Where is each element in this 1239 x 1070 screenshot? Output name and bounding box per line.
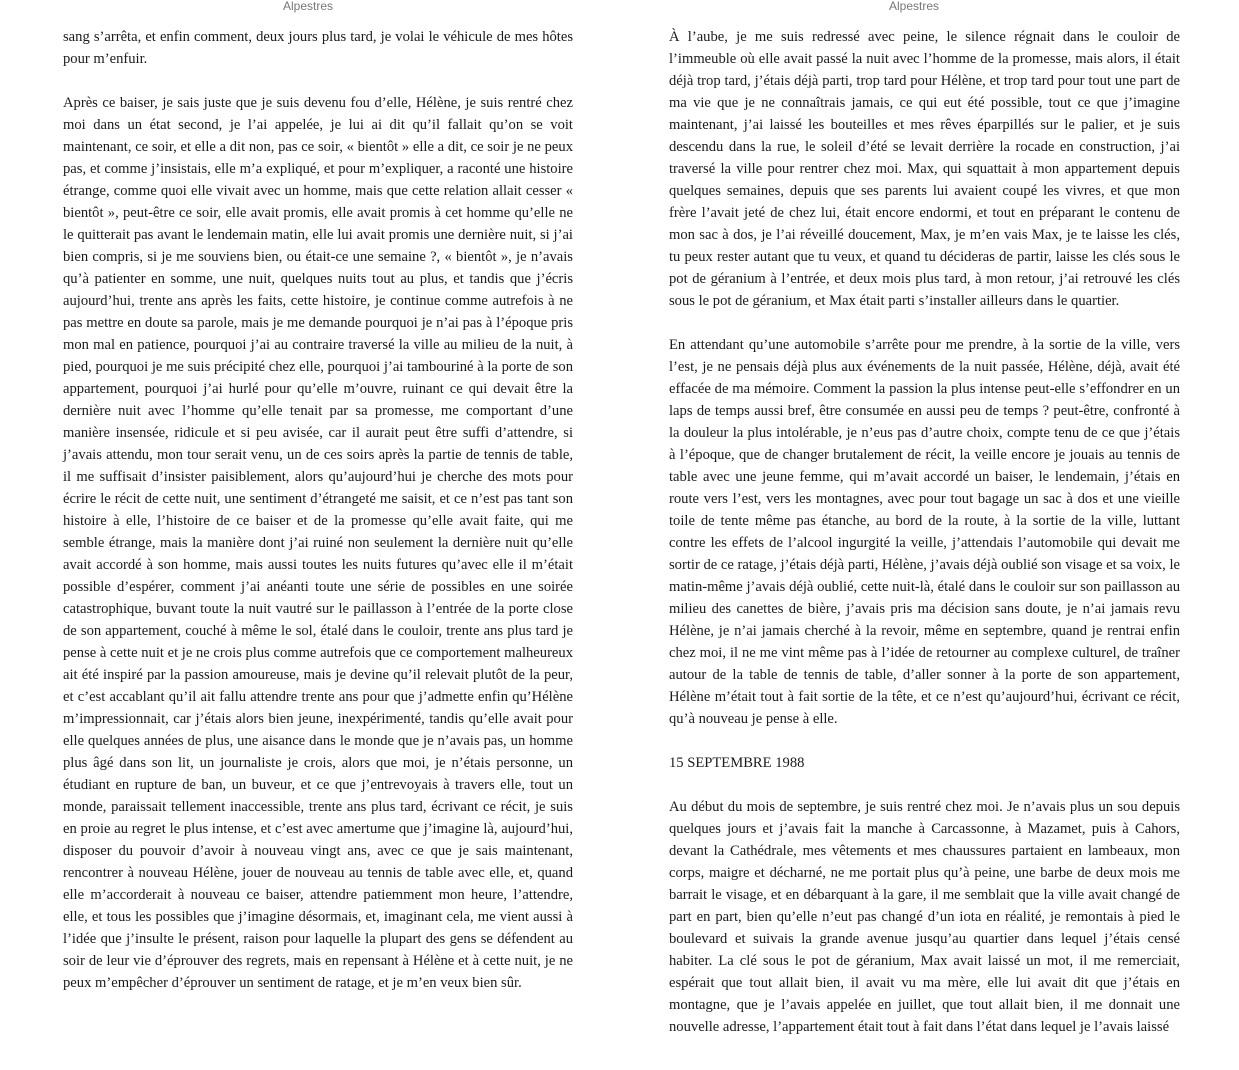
running-head: Alpestres [282, 0, 334, 13]
paragraph: À l’aube, je me suis redressé avec peine, le silence régnait dans le couloir de l’immeuble où elle avait passé la nuit avec l’homme de la promesse, mais alors, il était déjà trop tard, j’étais déjà parti, trop tard pour Hélène, et trop tard pour tout une part de ma vie que je ne connaîtrais jamais, ce qui eut été possible, tout ce que j’imagine maintenant, j’ai laissé les bouteilles et mes rêves éparpillés sur le palier, et je suis descendu dans la rue, le soleil d’été se levait derrière la rocade en construction, j’ai traversé la ville pour rentrer chez moi. Max, qui squattait à mon appartement depuis quelques semaines, depuis que ses parents lui avaient coupé les vivres, et que mon frère l’avait jeté de chez lui, était encore endormi, et tout en préparant le contenu de mon sac à dos, je l’ai réveillé doucement, Max, je m’en vais Max, je te laisse les clés, tu peux rester autant que tu veux, et quand tu décideras de partir, laisse les clés sous le pot de géranium à l’entrée, et deux mois plus tard, à mon retour, j’ai retrouvé les clés sous le pot de géranium, et Max était parti s’installer ailleurs dans le quartier. [669, 29, 1180, 309]
date-heading: 15 SEPTEMBRE 1988 [669, 755, 805, 771]
right-page [620, 0, 1239, 1070]
paragraph: sang s’arrêta, et enfin comment, deux jours plus tard, je volai le véhicule de mes hôtes pour m’enfuir. [63, 29, 573, 67]
paragraph: En attendant qu’une automobile s’arrête pour me prendre, à la sortie de la ville, vers l’est, je ne pensais déjà plus aux événements de la nuit passée, Hélène, déjà, avait été effacée de ma mémoire. Comment la passion la plus intense peut-elle s’effondrer en un laps de temps aussi bref, être consumée en aussi peu de temps ? peut-être, confronté à la douleur la plus intolérable, je n’eus pas d’autre choix, compte tenu de ce que j’étais à l’époque, que de changer brutalement de récit, la veille encore je jouais au tennis de table avec une jeune femme, qui m’avait accordé un baiser, le lendemain, j’étais en route vers l’est, vers les montagnes, avec pour tout bagage un sac à dos et une vieille toile de tente même pas étanche, au bord de la route, à la sortie de la ville, luttant contre les effets de l’alcool ingurgité la veille, j’attendais l’automobile qui devait me sortir de ce ratage, j’étais déjà parti, Hélène, j’avais déjà oublié son visage et sa voix, le matin-même j’avais déjà oublié, cette nuit-là, étalé dans le couloir sur son paillasson au milieu des canettes de bière, j’avais pris ma décision sans doute, je n’ai jamais revu Hélène, je n’ai jamais cherché à la revoir, même en septembre, quand je rentrai enfin chez moi, il ne me vint même pas à l’idée de retourner au complexe culturel, de traîner autour de la table de tennis de table, d’aller sonner à la porte de son appartement, Hélène m’était tout à fait sortie de la tête, et ce n’est qu’aujourd’hui, écrivant ce récit, qu’à nouveau je pense à elle. [669, 337, 1180, 727]
paragraph: Au début du mois de septembre, je suis rentré chez moi. Je n’avais plus un sou depuis quelques jours et j’avais fait la manche à Carcassonne, à Mazamet, puis à Cahors, devant la Cathédrale, mes vêtements et mes chaussures partaient en lambeaux, mon corps, maigre et décharné, ne me portait plus qu’à peine, une barbe de deux mois me barrait le visage, et en débarquant à la gare, il me semblait que la ville avait changé de part en part, bien qu’elle n’eut pas changé d’un iota en réalité, je remontais à pied le boulevard et suivais la grande avenue jusqu’au quartier dans lequel j’étais censé habiter. La clé sous le pot de géranium, Max avait laissé un mot, il me remerciait, espérait que tout allait bien, il avait vu ma mère, elle lui avait dit que j’étais en montagne, que je l’avais appelée en juillet, que tout allait bien, il me donnait une nouvelle adresse, l’appartement était tout à fait dans l’état dans lequel je l’avais laissé [669, 799, 1180, 1035]
paragraph: Après ce baiser, je sais juste que je suis devenu fou d’elle, Hélène, je suis rentré chez moi dans un état second, je l’ai appelée, je lui ai dit qu’il fallait qu’on se voit maintenant, ce soir, et elle a dit non, pas ce soir, « bientôt » elle a dit, ce soir je ne peux pas, et comme j’insistais, elle m’a expliqué, et pour m’expliquer, a raconté une histoire étrange, comme quoi elle vivait avec un homme, mais que cette relation allait cesser « bientôt », peut-être ce soir, elle avait promis, elle avait promis à cet homme qu’elle ne le quitterait pas avant le lendemain matin, elle lui avait promis une dernière nuit, si j’ai bien compris, si je me souviens bien, ou était-ce une semaine ?, « bientôt », je n’avais qu’à patienter en somme, une nuit, quelques nuits tout au plus, et tandis que j’écris aujourd’hui, trente ans après les faits, cette histoire, je continue comme autrefois à ne pas mettre en doute sa parole, mais je me demande pourquoi je n’ai pas à l’époque pris mon mal en patience, pourquoi j’ai au contraire traversé la ville au milieu de la nuit, à pied, pourquoi je me suis précipité chez elle, pourquoi j’ai tambouriné à la porte de son appartement, pourquoi j’ai hurlé pour qu’elle m’ouvre, ruinant ce qui devait être la dernière nuit avec l’homme qu’elle tenait par sa promesse, me comportant d’une manière insensée, ridicule et si peu avisée, car il aurait peut être suffi d’attendre, si j’avais attendu, mon tour serait venu, un de ces soirs après la partie de tennis de table, il me suffisait d’insister paisiblement, alors qu’aujourd’hui je cherche des mots pour écrire le récit de cette nuit, une sentiment d’étrangeté me saisit, et ce n’est pas tant son histoire à elle, l’histoire de ce baiser et de la promesse qu’elle avait faite, qui me semble étrange, mais la manière dont j’ai ruiné non seulement la dernière nuit qu’elle avait accordé à son homme, mais aussi toutes les nuits futures qu’avec elle il m’était possible d’espérer, comment j’ai anéanti toute une série de possibles en une soirée catastrophique, buvant toute la nuit vautré sur le paillasson à l’entrée de la porte close de son appartement, couché à même le sol, étalé dans le couloir, trente ans plus tard je pense à cette nuit et je ne crois plus comme autrefois que ce comportement malheureux ait été inspiré par la passion amoureuse, mais je devine qu’il relevait plutôt de la peur, et c’est accablant qu’il ait fallu attendre trente ans pour que j’admette enfin qu’Hélène m’impressionnait, car j’étais alors bien jeune, inexpérimenté, tandis qu’elle avait pour elle quelques années de plus, une aisance dans le monde que je n’avais pas, un homme plus âgé dans son lit, un journaliste je crois, alors que moi, je n’étais personne, un étudiant en rupture de ban, un buveur, et ce que j’entrevoyais à travers elle, tout un monde, paraissait tellement inaccessible, trente ans plus tard, écrivant ce récit, je suis en proie au regret le plus intense, et c’est avec amertume que j’imagine là, aujourd’hui, disposer du pouvoir d’avoir à nouveau vingt ans, avec ce que je sais maintenant, rencontrer à nouveau Hélène, jouer de nouveau au tennis de table avec elle, et, quand elle m’accorderait à nouveau ce baiser, attendre patiemment mon heure, l’attendre, elle, et tous les possibles que j’imagine désormais, et, imaginant cela, me vient aussi à l’idée que j’insulte le présent, raison pour laquelle la plupart des gens se défendent au soir de leur vie d’éprouver des regrets, mais en repensant à Hélène et à cette nuit, je ne peux m’empêcher d’éprouver un sentiment de ratage, et je m’en veux bien sûr. [63, 95, 573, 991]
page-text [669, 26, 1180, 1060]
running-head: Alpestres [888, 0, 940, 13]
page-text [63, 26, 573, 1016]
